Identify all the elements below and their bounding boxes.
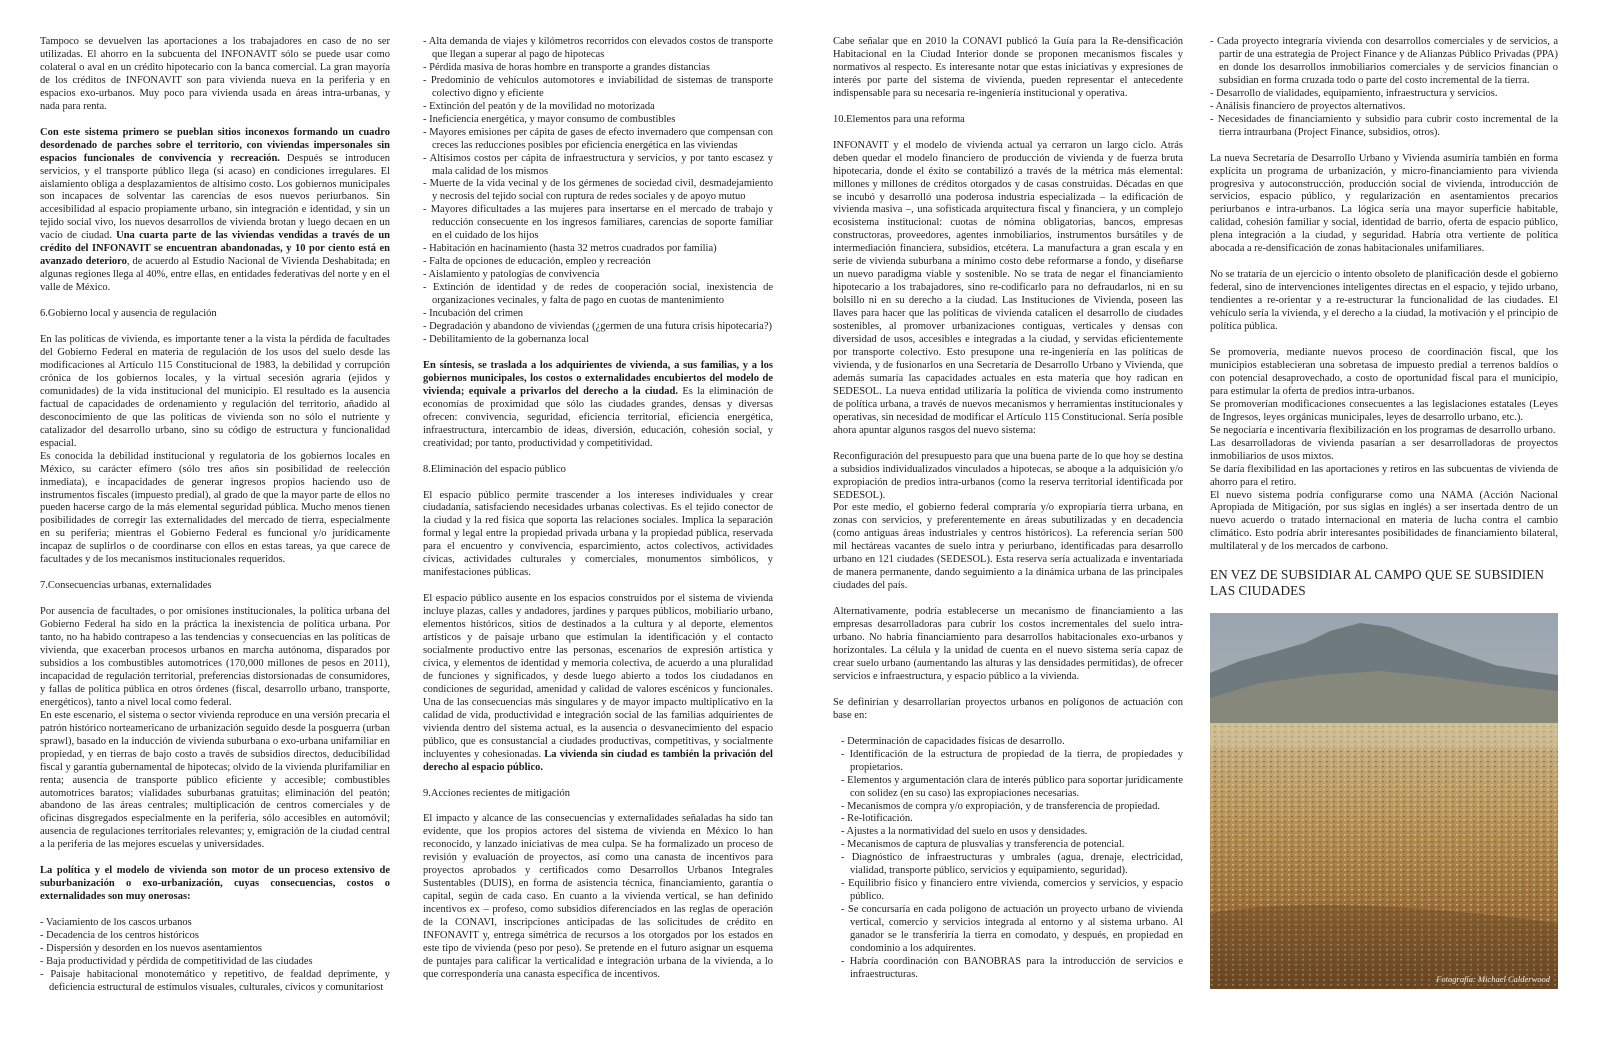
list-item: - Pérdida masiva de horas hombre en transporte a grandes distancias xyxy=(423,61,710,73)
column-1 xyxy=(40,36,390,1008)
text: , de acuerdo al Estudio Nacional de Vivienda Deshabitada; en algunas regiones llega al 40%, entre ellas, en entidades federativas del norte y en el valle de México. xyxy=(40,256,391,294)
pull-quote-headline: EN VEZ DE SUBSIDIAR AL CAMPO QUE SE SUBSIDIEN LAS CIUDADES xyxy=(1210,567,1544,599)
paragraph: Por este medio, el gobierno federal compraría y/o expropiaría tierra urbana, en zonas con servicios, y preferentemente en áreas subutilizadas y en decadencia (como antiguas áreas industriales y centros históricos). La referencia serían 500 mil hectáreas vacantes de suelo intra y periurbano, identificadas para desarrollo urbano en 121 ciudades (SEDESOL). Esta reserva sería actualizada e inventariada de manera permanente, dando seguimiento a la dinámica urbana de las principales ciudades del país. xyxy=(833,502,1183,592)
list-item: - Debilitamiento de la gobernanza local xyxy=(423,333,589,345)
paragraph: Se negociaría e incentivaría flexibilización en los programas de desarrollo urbano. xyxy=(1210,424,1556,436)
photo-credit: Fotografía: Michael Calderwood xyxy=(1436,973,1550,984)
paragraph: Tampoco se devuelven las aportaciones a los trabajadores en caso de no ser utilizadas. El ahorro en la subcuenta del INFONAVIT sólo se puede usar como colateral o aval en un crédito hipotecario con la banca comercial. La gran mayoría de los créditos de INFONAVIT son para vivienda nueva en la periferia y en espacios exo-urbanos. Muy poco para vivienda usada en áreas intra-urbanas, y nada para renta. xyxy=(40,36,390,112)
list-item: - Ineficiencia energética, y mayor consumo de combustibles xyxy=(423,113,676,125)
list-item: - Alta demanda de viajes y kilómetros recorridos con elevados costos de transporte que llegan a superar al pago de hipotecas xyxy=(423,36,773,60)
paragraph: La nueva Secretaría de Desarrollo Urbano y Vivienda asumiría también en forma explícita un programa de urbanización, y micro-financiamiento para vivienda progresiva y autoconstrucción, producción social de vivienda, introducción de servicios, espacio público, y regularización en asentamientos precarios periurbanos e intra-urbanos. La lógica sería una mayor superficie habitable, calidad, cohesión familiar y social, identidad de barrio, oferta de espacio público, plena integración a la ciudad, y seguridad. Habría otra vertiente de política abocada a re-densificación de zonas habitacionales unifamiliares. xyxy=(1210,152,1558,255)
list-item: - Habitación en hacinamiento (hasta 32 metros cuadrados por familia) xyxy=(423,243,717,255)
bullet-list xyxy=(841,736,1183,982)
list-item: - Extinción de identidad y de redes de cooperación social, inexistencia de organizaciones vecinales, y falta de pago en cuotas de mantenimiento xyxy=(423,282,773,307)
list-item: - Re-lotificación. xyxy=(841,813,913,825)
list-item: - Equilibrio físico y financiero entre vivienda, comercios y servicios, y espacio público. xyxy=(841,878,1183,903)
list-item: - Decadencia de los centros históricos xyxy=(40,930,199,942)
bold-text: La política y el modelo de vivienda son motor de un proceso extensivo de suburbanización o exo-urbanización, cuyas consecuencias, costos o externalidades son muy onerosas: xyxy=(40,865,390,903)
bullet-list xyxy=(1210,36,1558,140)
paragraph: Se daría flexibilidad en las aportaciones y retiros en las subcuentas de vivienda de ahorro para el retiro. xyxy=(1210,463,1558,488)
section-heading: 6.Gobierno local y ausencia de regulación xyxy=(40,308,217,320)
section-heading: 10.Elementos para una reforma xyxy=(833,113,965,125)
list-item: - Degradación y abandono de viviendas (¿germen de una futura crisis hipotecaria?) xyxy=(423,320,772,332)
paragraph: Alternativamente, podría establecerse un mecanismo de financiamiento a las empresas desarrolladoras para cubrir los costos incrementales del suelo intra-urbano. No habría financiamiento para desarrollos habitacionales exo-urbanos y horizontales. La célula y la unidad de cuenta en el nuevo sistema sería capaz de crear suelo urbano (aumentando las alturas y las densidades permitidas), de ofrecer servicios e infraestructura, y espacio público a la vivienda. xyxy=(833,606,1183,682)
list-item: - Diagnóstico de infraestructuras y umbrales (agua, drenaje, electricidad, vialidad, transporte público, servicios y equipamiento, seguridad). xyxy=(841,852,1183,877)
city-photograph-image xyxy=(1210,613,1558,989)
text: El espacio público ausente en los espacios construidos por el sistema de vivienda incluye plazas, calles y andadores, jardines y parques públicos, mobiliario urbano, elementos históricos, sitios de destinados a la cultura y al deporte, elementos artísticos y de paisaje urbano que estimulan la identificación y el contacto socialmente productivo entre las personas, escenarios de expresión artística y cívica, y elementos de identidad y memoria colectiva, de acuerdo a una pluralidad de funciones y significados, y desde luego abierto a todos los ciudadanos en condiciones de seguridad, amenidad y calidad de valores escénicos y funcionales. Una de las consecuencias más singulares y de mayor impacto multiplicativo en la calidad de vida, productividad e integración social de las familias adquirientes de vivienda dentro del sistema actual, es la ausencia o desvanecimiento del espacio público, que es consustancial a ciudades productivas, competitivas, y socialmente incluyentes y cohesionadas. xyxy=(423,593,773,760)
list-item: - Incubación del crimen xyxy=(423,308,523,320)
section-heading: 7.Consecuencias urbanas, externalidades xyxy=(40,580,212,592)
paragraph: Reconfiguración del presupuesto para que una buena parte de lo que hoy se destina a subsidios individualizados vinculados a hipotecas, se aboque a la adquisición y/o expropiación de predios intra-urbanos (como la reserva territorial identificada por SEDESOL). xyxy=(833,450,1183,501)
list-item: - Extinción del peatón y de la movilidad no motorizada xyxy=(423,100,655,112)
list-item: - Mecanismos de captura de plusvalías y transferencia de potencial. xyxy=(841,839,1125,851)
list-item: - Elementos y argumentación clara de interés público para soportar jurídicamente con solidez (en su caso) las expropiaciones necesarias. xyxy=(841,774,1183,799)
list-item: - Mayores emisiones per cápita de gases de efecto invernadero que compensan con creces las reducciones posibles por eficiencia energética en las viviendas xyxy=(423,126,773,151)
paragraph: Se promovería, mediante nuevos proceso de coordinación fiscal, que los municipios establecieran una sobretasa de impuesto predial a terrenos baldíos o con potencial desaprovechado, a costo de oportunidad fiscal para el municipio, para estimular la oferta de predios intra-urbanos. xyxy=(1210,347,1558,397)
list-item: - Desarrollo de vialidades, equipamiento, infraestructura y servicios. xyxy=(1210,87,1498,99)
paragraph xyxy=(423,360,773,451)
list-item: - Mayores dificultades a las mujeres para insertarse en el mercado de trabajo y reducción consecuente en los ingresos familiares, carencias de soporte familiar en el cuidado de los hijos xyxy=(423,204,773,242)
list-item: - Aislamiento y patologías de convivencia xyxy=(423,269,600,281)
list-item: - Falta de opciones de educación, empleo y recreación xyxy=(423,256,651,268)
list-item: - Muerte de la vida vecinal y de los gérmenes de sociedad civil, desmadejamiento y necrosis del tejido social con ruptura de redes sociales y de apoyo mutuo xyxy=(423,178,773,203)
text: Es la eliminación de economías de proximidad que sólo las ciudades grandes, densas y diversas ofrecen: convivencia, seguridad, eficiencia territorial, eficiencia energética, infraestructura, intercambio de ideas, diversión, educación, cohesión social, y creatividad; por tanto, productividad y competitividad. xyxy=(423,385,773,449)
column-4 xyxy=(1210,36,1558,989)
list-item: - Identificación de la estructura de propiedad de la tierra, de propiedades y propietarios. xyxy=(841,748,1183,773)
list-item: - Paisaje habitacional monotemático y repetitivo, de fealdad deprimente, y deficiencia estructural de estímulos visuales, culturales, cívicos y comunitariost xyxy=(40,968,390,993)
list-item: - Mecanismos de compra y/o expropiación, y de transferencia de propiedad. xyxy=(841,800,1160,812)
paragraph xyxy=(423,593,773,774)
paragraph: Es conocida la debilidad institucional y regulatoria de los gobiernos locales en México, su carácter efímero (sólo tres años sin posibilidad de reelección inmediata), e incapacidades de generar ingresos propios haciendo uso de instrumentos fiscales (impuesto predial), al grado de que la mayor parte de ellos no pueden hacerse cargo de la más elemental seguridad pública. Mucho menos tienen posibilidades de corregir las externalidades del mercado de tierra, especialmente en su periferia; mientras el Gobierno Federal es funcional y/o jurídicamente incapaz de suplirlos o de coordinarse con ellos en estas tareas, ya que carece de facultades y de los mecanismos institucionales requeridos. xyxy=(40,450,390,566)
paragraph xyxy=(40,865,390,904)
list-item: - Necesidades de financiamiento y subsidio para cubrir costo incremental de la tierra intraurbana (Project Finance, subsidios, otros). xyxy=(1210,113,1558,138)
paragraph: Se definirían y desarrollarían proyectos urbanos en polígonos de actuación con base en: xyxy=(833,696,1183,721)
list-item: - Determinación de capacidades físicas de desarrollo. xyxy=(841,735,1065,747)
paragraph: En las políticas de vivienda, es importante tener a la vista la pérdida de facultades del Gobierno Federal en materia de regulación de los usos del suelo desde las modificaciones al Artículo 115 Constitucional de 1983, la debilidad y corrupción crónica de los gobiernos locales, y la virtual secesión agraria (ejidos y comunidades) de la vida institucional del municipio. El resultado es la ausencia factual de capacidades de ordenamiento y regulación del territorio, añadido al desconocimiento de que las políticas de vivienda son no sólo el nutriente y catalizador del desarrollo urbano, sino su código de estructura y funcionalidad espacial. xyxy=(40,334,390,449)
column-3 xyxy=(833,36,1183,995)
bold-text: En síntesis, se traslada a los adquirientes de vivienda, a sus familias, y a los gobiernos municipales, los costos o externalidades encubiertos del modelo de vivienda; equivale a privarlos del derecho a la ciudad. xyxy=(423,359,773,397)
bold-text: Una cuarta parte de las viviendas vendidas a través de un crédito del INFONAVIT se encuentran abandonadas, y 10 por ciento está en avanzado deterioro xyxy=(40,230,391,268)
paragraph: En este escenario, el sistema o sector vivienda reproduce en una versión precaria el patrón histórico norteamericano de urbanización seguido desde la posguerra (urban sprawl), basado en la inducción de vivienda suburbana o exo-urbana unifamiliar en propiedad, y en tierras de bajo costo a través de subsidios directos, deducibilidad fiscal y garantía gubernamental de hipotecas; olvido de la vivienda plurifamiliar en renta; ausencia de transporte público eficiente y accesible; combustibles automotrices baratos; vialidades suburbanas gratuitas; eliminación del peatón; abandono de las áreas centrales; multiplicación de centros comerciales y de oficinas disgregados especialmente en la periferia, sólo accesibles en automóvil; ausencia de regulaciones territoriales relevantes; y, emigración de la ciudad central a la periferia de las mejores escuelas y universidades. xyxy=(40,709,390,851)
section-heading: 8.Eliminación del espacio público xyxy=(423,463,566,475)
list-item: - Vaciamiento de los cascos urbanos xyxy=(40,917,192,929)
city-photograph xyxy=(1210,613,1558,989)
list-item: - Dispersión y desorden en los nuevos asentamientos xyxy=(40,943,262,955)
paragraph xyxy=(40,127,390,295)
paragraph: Cabe señalar que en 2010 la CONAVI publicó la Guía para la Re-densificación Habitacional en la Ciudad Interior donde se proponen mecanismos fiscales y normativos al respecto. Es interesante notar que estas iniciativas y expresiones de interés por parte del sistema de vivienda, pueden representar el antecedente indispensable para su necesaria re-ingeniería institucional y operativa. xyxy=(833,36,1183,99)
text: Después se introducen servicios, y el transporte público llega (si acaso) en condiciones irregulares. El aislamiento obliga a desplazamientos de altísimo costo. Los gobiernos municipales son incapaces de solventar las carencias de esos nuevos periurbanos. Sin accesibilidad al espacio propiamente urbano, sin integración e identidad, y sin un tejido social vivo, los nuevos desarrollos de vivienda brotan y luego decaen en un vacío de ciudad. xyxy=(40,152,390,242)
section-heading: 9.Acciones recientes de mitigación xyxy=(423,787,570,799)
bold-text: Con este sistema primero se pueblan sitios inconexos formando un cuadro desordenado de parches sobre el territorio, con viviendas impersonales sin espacios funcionales de convivencia y recreación. xyxy=(40,126,390,164)
paragraph: Se promoverían modificaciones consecuentes a las legislaciones estatales (Leyes de Ingresos, leyes orgánicas municipales, leyes de desarrollo urbano, etc.). xyxy=(1210,398,1558,423)
paragraph: El impacto y alcance de las consecuencias y externalidades señaladas ha sido tan evidente, que los propios actores del sistema de vivienda en México lo han reconocido, y lanzado iniciativas de mea culpa. Se ha formalizado un proceso de revisión y evaluación de proyectos, así como una canasta de incentivos para proyectos aprobados y certificados como Desarrollos Urbanos Integrales Sustentables (DUIS), en forma de asistencia técnica, financiamiento, garantía o capital, según de cada caso. En cuanto a la vivienda vertical, se han definido incentivos ex – profeso, como subsidios diferenciados en las reglas de operación de la CONAVI, inscripciones anticipadas de las solicitudes de crédito en INFONAVIT y, entrega simétrica de recursos a los otorgados por los estados en este tipo de vivienda (peso por peso). Se pretende en el futuro asignar un esquema de puntajes para calificar la verticalidad e integración urbana de la vivienda, a lo que correspondería una canasta específica de incentivos. xyxy=(423,813,773,980)
paragraph: Por ausencia de facultades, o por omisiones institucionales, la política urbana del Gobierno Federal ha sido en la práctica la inexistencia de política urbana. Por tanto, no ha habido contrapeso a las tendencias y consecuencias en las políticas de vivienda, que exacerban procesos urbanos en marcha autónoma, disparados por subsidios a los combustibles automotrices (170,000 millones de pesos en 2011), incapacidad de regulación territorial, preferencias distorsionadas de consumidores, y fallas de política pública en otros órdenes (fiscal, desarrollo urbano, transporte, energéticos), tanto a nivel local como federal. xyxy=(40,606,390,708)
paragraph: El nuevo sistema podría configurarse como una NAMA (Acción Nacional Apropiada de Mitigación, por sus siglas en inglés) a ser insertada dentro de un nuevo acuerdo o tratado internacional en materia de lucha contra el cambio climático. Esto podría abrir interesantes posibilidades de financiamiento bilateral, multilateral y de los mercados de carbono. xyxy=(1210,489,1558,553)
paragraph: No se trataría de un ejercicio o intento obsoleto de planificación desde el gobierno federal, sino de intervenciones inteligentes directas en el espacio, y tejido urbano, tendientes a re-orientar y a re-estructurar la funcionalidad de las ciudades. El vehículo sería la vivienda, y el derecho a la ciudad, la motivación y el principio de política pública. xyxy=(1210,269,1558,333)
paragraph: INFONAVIT y el modelo de vivienda actual ya cerraron un largo ciclo. Atrás deben quedar el modelo financiero de producción de vivienda y de fuerza bruta hipotecaria, donde el éxito se contabilizó a través de la métrica más elemental: millones y millones de créditos otorgados y de casas construidas. Décadas en que se incubó y desarrolló una poderosa industria especializada – la edificación de vivienda masiva –, una sofisticada arquitectura fiscal y financiera, y un complejo ecosistema institucional: cuotas de nómina obligatorias, bancos, empresas constructoras, proveedores, agentes inmobiliarios, instrumentos bursátiles y de intermediación financiera, subsidios, etcétera. La manufactura a gran escala y en serie de vivienda suburbana a mínimo costo debe reformarse a fondo, y diseñarse un nuevo paradigma viable y sostenible. No se trata de negar el financiamiento hipotecario a los trabajadores, sino re-codificarlo para no defraudarlos, ni en su bolsillo ni en su derecho a la ciudad. Las Instituciones de Vivienda, poseen las llaves para hacer que las políticas de vivienda catalicen el desarrollo de ciudades sostenibles, al promover urbanizaciones contiguas, verticales y densas con diversidad de usos, accesibles e integradas a la ciudad, y servidas eficientemente por transporte colectivo. Esto presupone una re-ingeniería en las políticas de vivienda, y de fusionarlos en una Secretaría de Desarrollo Urbano y Vivienda, que además sumaría las capacidades actuales en esta materia que hoy radican en SEDESOL. La nueva entidad utilizaría la política de vivienda como instrumento de política urbana, a través de nuevos mecanismos y herramientas institucionales y operativas, sin necesidad de modificar el Artículo 115 Constitucional. Sería posible ahora apuntar algunos rasgos del nuevo sistema: xyxy=(833,139,1183,436)
paragraph: El espacio público permite trascender a los intereses individuales y crear ciudadanía, satisfaciendo necesidades urbanas colectivas. Es el tejido conector de la ciudad y la red física que soporta las relaciones sociales. Implica la separación formal y legal entre la propiedad privada urbana y la propiedad pública, reservada para el encuentro y convivencia, esparcimiento, actos colectivos, actividades cívicas, actividades culturales y comerciales, monumentos simbólicos, y manifestaciones públicas. xyxy=(423,489,773,579)
list-item: - Se concursaría en cada polígono de actuación un proyecto urbano de vivienda vertical, comercio y servicios integrada al entorno y al sistema urbano. Al ganador se le transferiría la tierra en comodato, y después, en propiedad en condominio a los adquirentes. xyxy=(841,904,1183,954)
bullet-list xyxy=(423,36,773,347)
list-item: - Cada proyecto integraría vivienda con desarrollos comerciales y de servicios, a partir de una estrategia de Project Finance y de Alianzas Público Privadas (PPA) en donde los desarrollos inmobiliarios comerciales y de servicios financian o subsidian en forma cruzada todo o parte del costo incremental de la tierra. xyxy=(1210,36,1558,86)
column-2 xyxy=(423,36,773,995)
list-item: - Baja productividad y pérdida de competitividad de las ciudades xyxy=(40,956,313,967)
list-item: - Análisis financiero de proyectos alternativos. xyxy=(1210,100,1406,112)
paragraph: Las desarrolladoras de vivienda pasarían a ser desarrolladoras de proyectos inmobiliarios de usos mixtos. xyxy=(1210,437,1558,462)
list-item: - Habría coordinación con BANOBRAS para la introducción de servicios e infraestructuras. xyxy=(841,955,1183,980)
bold-text: La vivienda sin ciudad es también la privación del derecho al espacio público. xyxy=(423,748,773,773)
list-item: - Altísimos costos per cápita de infraestructura y servicios, y por tanto escasez y mala calidad de los mismos xyxy=(423,152,773,177)
list-item: - Ajustes a la normatividad del suelo en usos y densidades. xyxy=(841,826,1088,838)
bullet-list xyxy=(40,917,390,995)
list-item: - Predominio de vehículos automotores e inviabilidad de sistemas de transporte colectivo digno y eficiente xyxy=(423,74,773,99)
